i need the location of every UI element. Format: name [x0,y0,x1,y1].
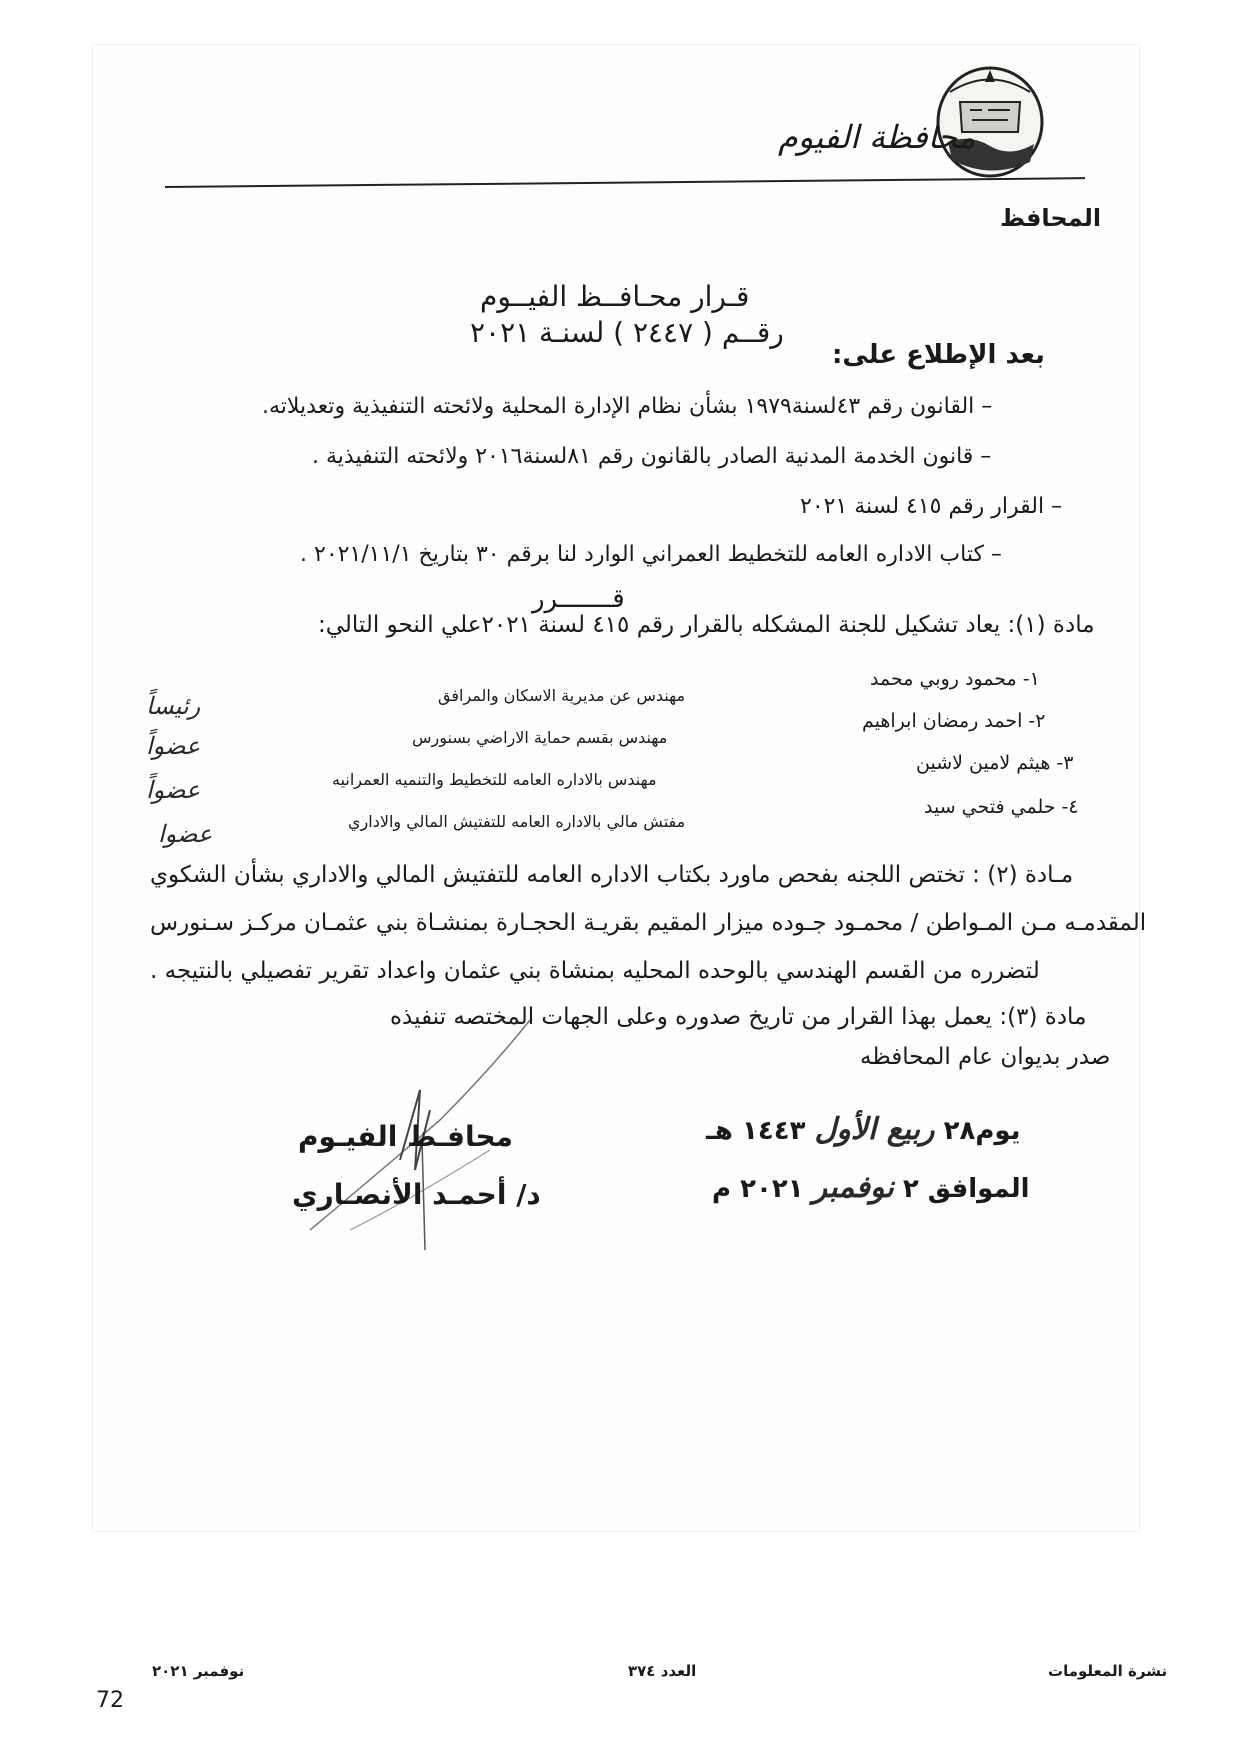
reference-item: – القانون رقم ٤٣لسنة١٩٧٩ بشأن نظام الإدارة المحلية ولائحته التنفيذية وتعديلاته. [262,394,993,419]
committee-member-role: مهندس بالاداره العامه للتخطيط والتنميه العمرانيه [332,770,657,789]
gregorian-date [712,1170,1030,1205]
page-number: 72 [96,1688,124,1713]
committee-member-position: عضواً [146,732,201,760]
article-2-line: المقدمـه مـن المـواطن / محمـود جـوده ميزار المقيم بقريـة الحجـارة بمنشـاة بني عثمـان مركـز سـنورس [150,910,1147,936]
hijri-date [706,1112,1020,1147]
decree-title: قـرار محـافــظ الفيــوم [480,280,750,313]
office-title: المحافظ [1000,204,1102,232]
reference-item: – القرار رقم ٤١٥ لسنة ٢٠٢١ [800,494,1063,519]
article-3: مادة (٣): يعمل بهذا القرار من تاريخ صدوره وعلى الجهات المختصه تنفيذه [390,1004,1087,1030]
resolved-heading: قـــــــرر [532,584,625,614]
committee-member-role: مفتش مالي بالاداره العامه للتفتيش المالي والاداري [348,812,686,831]
article-2-line: مـادة (٢) : تختص اللجنه بفحص ماورد بكتاب الاداره العامه للتفتيش المالي والاداري بشأن الشكوي [150,862,1074,888]
gregorian-date-handwritten: نوفمبر [812,1170,894,1205]
committee-member-name: ١- محمود روبي محمد [870,668,1040,690]
hijri-date-prefix: يوم٢٨ [943,1116,1021,1146]
committee-member-name: ٢- احمد رمضان ابراهيم [862,710,1046,732]
committee-member-position: رئيساً [146,692,201,720]
signatory-title: محافـظ الفيـوم [298,1120,514,1153]
committee-member-name: ٣- هيثم لامين لاشين [916,752,1074,774]
hijri-date-handwritten: ربيع الأول [814,1112,935,1147]
decree-intro: بعد الإطلاع على: [832,340,1045,370]
reference-item: – قانون الخدمة المدنية الصادر بالقانون رقم ٨١لسنة٢٠١٦ ولائحته التنفيذية . [312,444,992,469]
reference-item: – كتاب الاداره العامه للتخطيط العمراني الوارد لنا برقم ٣٠ بتاريخ ٢٠٢١/١١/١ . [300,542,1002,567]
issued-at: صدر بديوان عام المحافظه [860,1044,1111,1070]
committee-member-position: عضواً [146,776,201,804]
signatory-name: د/ أحمـد الأنصـاري [292,1178,541,1211]
footer-month: نوفمبر ٢٠٢١ [152,1662,245,1680]
article-2-line: لتضرره من القسم الهندسي بالوحده المحليه بمنشاة بني عثمان واعداد تقرير تفصيلي بالنتيجه . [150,958,1040,984]
gregorian-date-suffix: ٢٠٢١ م [712,1174,804,1204]
gregorian-date-prefix: الموافق ٢ [902,1174,1030,1204]
article-1: مادة (١): يعاد تشكيل للجنة المشكله بالقرار رقم ٤١٥ لسنة ٢٠٢١علي النحو التالي: [318,612,1095,638]
committee-member-role: مهندس عن مديرية الاسكان والمرافق [438,686,686,705]
decree-number: رقــم ( ٢٤٤٧ ) لسنـة ٢٠٢١ [470,316,784,349]
footer-issue: العدد ٣٧٤ [628,1662,697,1680]
governorate-name: محافظة الفيوم [778,118,976,156]
committee-member-name: ٤- حلمي فتحي سيد [924,796,1079,818]
hijri-date-suffix: ١٤٤٣ هـ [706,1116,806,1146]
committee-member-position: عضوا [158,820,213,848]
committee-member-role: مهندس بقسم حماية الاراضي بسنورس [412,728,668,747]
footer-publication: نشرة المعلومات [1048,1662,1168,1680]
